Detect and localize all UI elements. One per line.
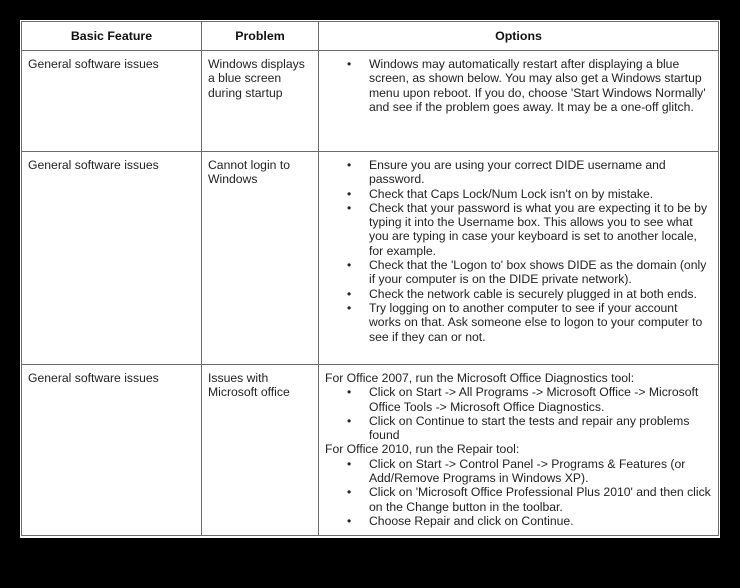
options-cell <box>319 365 719 536</box>
options-list <box>325 385 712 442</box>
list-item: • Check that Caps Lock/Num Lock isn't on by mistake. <box>325 187 712 201</box>
feature-cell: General software issues <box>22 365 202 536</box>
list-item: • Ensure you are using your correct DIDE username and password. <box>325 158 712 187</box>
header-row <box>22 22 719 51</box>
header-basic-feature: Basic Feature <box>22 22 202 51</box>
table-row <box>22 51 719 152</box>
list-item: • Try logging on to another computer to see if your account works on that. Ask someone else to logon to your computer to see if they can or not. <box>325 301 712 344</box>
feature-cell: General software issues <box>22 51 202 152</box>
table-row <box>22 365 719 536</box>
problem-cell: Windows displays a blue screen during startup <box>202 51 319 152</box>
list-item: • Windows may automatically restart after displaying a blue screen, as shown below. You may also get a Windows startup menu upon reboot. If you do, choose 'Start Windows Normally' and see if the problem goes away. It may be a one-off glitch. <box>325 57 712 114</box>
header-problem: Problem <box>202 22 319 51</box>
list-item: • Check that your password is what you are expecting it to be by typing it into the Username box. This allows you to see what you are typing in case your keyboard is set to another locale, for example. <box>325 201 712 258</box>
list-item: • Choose Repair and click on Continue. <box>325 514 712 528</box>
office-2010-intro: For Office 2010, run the Repair tool: <box>325 442 520 457</box>
list-item: • Check that the 'Logon to' box shows DIDE as the domain (only if your computer is on the DIDE private network). <box>325 258 712 287</box>
list-item: • Click on 'Microsoft Office Professional Plus 2010' and then click on the Change button in the toolbar. <box>325 485 712 514</box>
options-list <box>325 57 712 114</box>
options-cell <box>319 51 719 152</box>
list-item: • Click on Continue to start the tests and repair any problems found <box>325 414 712 443</box>
header-options: Options <box>319 22 719 51</box>
office-2007-intro: For Office 2007, run the Microsoft Office Diagnostics tool: <box>325 371 635 385</box>
troubleshooting-table <box>21 21 719 536</box>
list-item: • Check the network cable is securely plugged in at both ends. <box>325 287 712 301</box>
options-list <box>325 457 712 528</box>
list-item: • Click on Start -> Control Panel -> Programs & Features (or Add/Remove Programs in Windows XP). <box>325 457 712 486</box>
table-row <box>22 152 719 365</box>
problem-cell: Issues with Microsoft office <box>202 365 319 536</box>
problem-cell: Cannot login to Windows <box>202 152 319 365</box>
feature-cell: General software issues <box>22 152 202 365</box>
document-page <box>20 20 720 538</box>
options-cell <box>319 152 719 365</box>
options-list <box>325 158 712 344</box>
list-item: • Click on Start -> All Programs -> Microsoft Office -> Microsoft Office Tools -> Microsoft Office Diagnostics. <box>325 385 712 414</box>
